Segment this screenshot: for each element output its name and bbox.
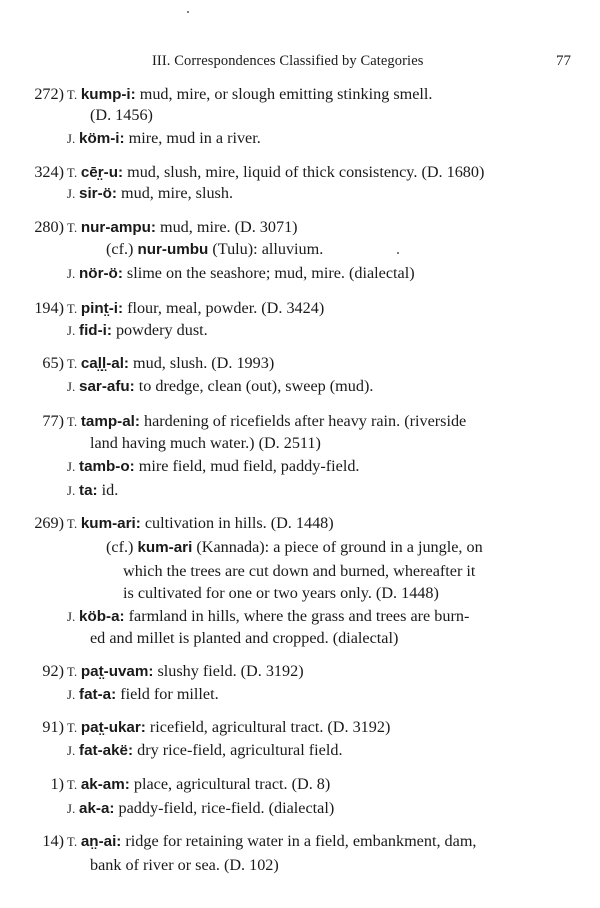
tamil-line <box>67 353 274 374</box>
language-label: T. <box>67 721 81 735</box>
tamil-line <box>67 717 390 738</box>
language-label: J. <box>67 460 80 474</box>
language-label: J. <box>67 688 80 702</box>
cf-headword: nur-umbu <box>137 241 209 258</box>
language-label: T. <box>67 665 81 679</box>
gloss: bank of river or sea. (D. 102) <box>90 856 279 874</box>
headword: fat-a: <box>79 686 117 703</box>
entry-number: 77) <box>42 412 64 430</box>
gloss: mud, mire, slush. <box>116 184 233 202</box>
gloss: to dredge, clean (out), sweep (mud). <box>134 377 374 395</box>
ink-speck <box>397 252 399 254</box>
japanese-line <box>67 320 208 341</box>
headword: cēr̤-u: <box>80 164 124 181</box>
headword: tamb-o: <box>79 458 135 475</box>
entry-number: 324) <box>34 163 64 181</box>
japanese-line <box>67 740 343 761</box>
entry-number: 1) <box>50 775 64 793</box>
gloss: mud, mire. (D. 3071) <box>155 218 298 236</box>
headword: pat̤-uvam: <box>80 663 154 680</box>
headword: sir-ö: <box>79 185 117 202</box>
tamil-line <box>67 774 330 795</box>
japanese-line <box>67 684 219 705</box>
entry-number: 194) <box>34 299 64 317</box>
language-label: T. <box>67 357 81 371</box>
language-label: T. <box>67 221 81 235</box>
gloss: ricefield, agricultural tract. (D. 3192) <box>145 718 391 736</box>
japanese-line <box>67 480 118 501</box>
running-header <box>0 53 600 73</box>
language-label: T. <box>67 302 81 316</box>
gloss: mire, mud in a river. <box>124 129 261 147</box>
gloss: land having much water.) (D. 2511) <box>90 434 321 452</box>
gloss: (D. 1456) <box>90 106 153 124</box>
gloss: cultivation in hills. (D. 1448) <box>140 514 334 532</box>
headword: sar-afu: <box>79 378 135 395</box>
cf-continuation <box>123 583 439 603</box>
language-label: J. <box>67 610 80 624</box>
gloss: dry rice-field, agricultural field. <box>133 741 343 759</box>
gloss: (Tulu): alluvium. <box>208 240 324 258</box>
tamil-line <box>67 513 334 534</box>
headword: nör-ö: <box>79 265 123 282</box>
language-label: J. <box>67 380 80 394</box>
gloss: field for millet. <box>116 685 219 703</box>
language-label: T. <box>67 835 81 849</box>
headword: ak-a: <box>79 800 115 817</box>
headword: fid-i: <box>79 322 112 339</box>
headword: kump-i: <box>80 86 136 103</box>
language-label: J. <box>67 744 80 758</box>
gloss: mud, mire, or slough emitting stinking smell. <box>135 85 433 103</box>
language-label: J. <box>67 267 80 281</box>
ink-speck <box>187 11 189 13</box>
headword: kum-ari: <box>80 515 141 532</box>
tamil-line <box>67 411 466 432</box>
gloss: ridge for retaining water in a field, embankment, dam, <box>121 832 477 850</box>
cf-headword: kum-ari <box>137 539 193 556</box>
entry-number: 269) <box>34 514 64 532</box>
japanese-line <box>67 376 373 397</box>
gloss: mud, slush, mire, liquid of thick consistency. (D. 1680) <box>123 163 485 181</box>
entry-number: 272) <box>34 85 64 103</box>
gloss: which the trees are cut down and burned, whereafter it <box>123 562 476 580</box>
language-label: T. <box>67 88 81 102</box>
gloss: paddy-field, rice-field. (dialectal) <box>114 799 335 817</box>
gloss: slime on the seashore; mud, mire. (dialectal) <box>122 264 415 282</box>
gloss: flour, meal, powder. (D. 3424) <box>123 299 325 317</box>
tamil-line <box>67 162 484 183</box>
cf-line <box>106 239 323 260</box>
gloss: id. <box>97 481 119 499</box>
language-label: J. <box>67 802 80 816</box>
tamil-line <box>67 298 324 319</box>
gloss: farmland in hills, where the grass and trees are burn- <box>124 607 470 625</box>
language-label: T. <box>67 166 81 180</box>
gloss: slushy field. (D. 3192) <box>153 662 304 680</box>
language-label: T. <box>67 517 81 531</box>
tamil-line <box>67 217 298 238</box>
gloss: mud, slush. (D. 1993) <box>128 354 275 372</box>
headword: ta: <box>79 482 98 499</box>
gloss: place, agricultural tract. (D. 8) <box>129 775 331 793</box>
gloss: (Kannada): a piece of ground in a jungle, on <box>192 538 483 556</box>
language-label: J. <box>67 187 80 201</box>
tamil-continuation <box>90 105 153 125</box>
page-number: 77 <box>556 53 571 69</box>
tamil-line <box>67 84 432 105</box>
entry-number: 92) <box>42 662 64 680</box>
japanese-line <box>67 456 359 477</box>
headword: pint̤-i: <box>80 300 124 317</box>
tamil-continuation <box>90 433 321 453</box>
headword: tamp-al: <box>80 413 140 430</box>
language-label: T. <box>67 415 81 429</box>
japanese-line <box>67 798 334 819</box>
cf-line <box>106 537 483 558</box>
language-label: T. <box>67 778 81 792</box>
tamil-line <box>67 661 304 682</box>
tamil-continuation <box>90 855 279 875</box>
headword: fat-akë: <box>79 742 134 759</box>
gloss: hardening of ricefields after heavy rain. (riverside <box>139 412 467 430</box>
japanese-line <box>67 606 469 627</box>
tamil-line <box>67 831 476 852</box>
headword: pat̤-ukar: <box>80 719 146 736</box>
headword: köm-i: <box>79 130 125 147</box>
entry-number: 280) <box>34 218 64 236</box>
cf-continuation <box>123 561 475 581</box>
japanese-line <box>67 128 261 149</box>
chapter-title: III. Correspondences Classified by Categories <box>152 53 424 69</box>
headword: ak-am: <box>80 776 130 793</box>
cf-label: (cf.) <box>106 240 138 258</box>
language-label: J. <box>67 324 80 338</box>
headword: nur-ampu: <box>80 219 156 236</box>
japanese-line <box>67 183 233 204</box>
gloss: is cultivated for one or two years only. (D. 1448) <box>123 584 439 602</box>
headword: an̤-ai: <box>80 833 122 850</box>
headword: köb-a: <box>79 608 125 625</box>
language-label: J. <box>67 484 80 498</box>
gloss: powdery dust. <box>111 321 208 339</box>
cf-label: (cf.) <box>106 538 138 556</box>
headword: cal̤l̤-al: <box>80 355 129 372</box>
japanese-continuation <box>90 628 398 648</box>
entry-number: 65) <box>42 354 64 372</box>
entry-number: 91) <box>42 718 64 736</box>
language-label: J. <box>67 132 80 146</box>
gloss: ed and millet is planted and cropped. (dialectal) <box>90 629 399 647</box>
japanese-line <box>67 263 415 284</box>
entry-number: 14) <box>42 832 64 850</box>
gloss: mire field, mud field, paddy-field. <box>134 457 360 475</box>
